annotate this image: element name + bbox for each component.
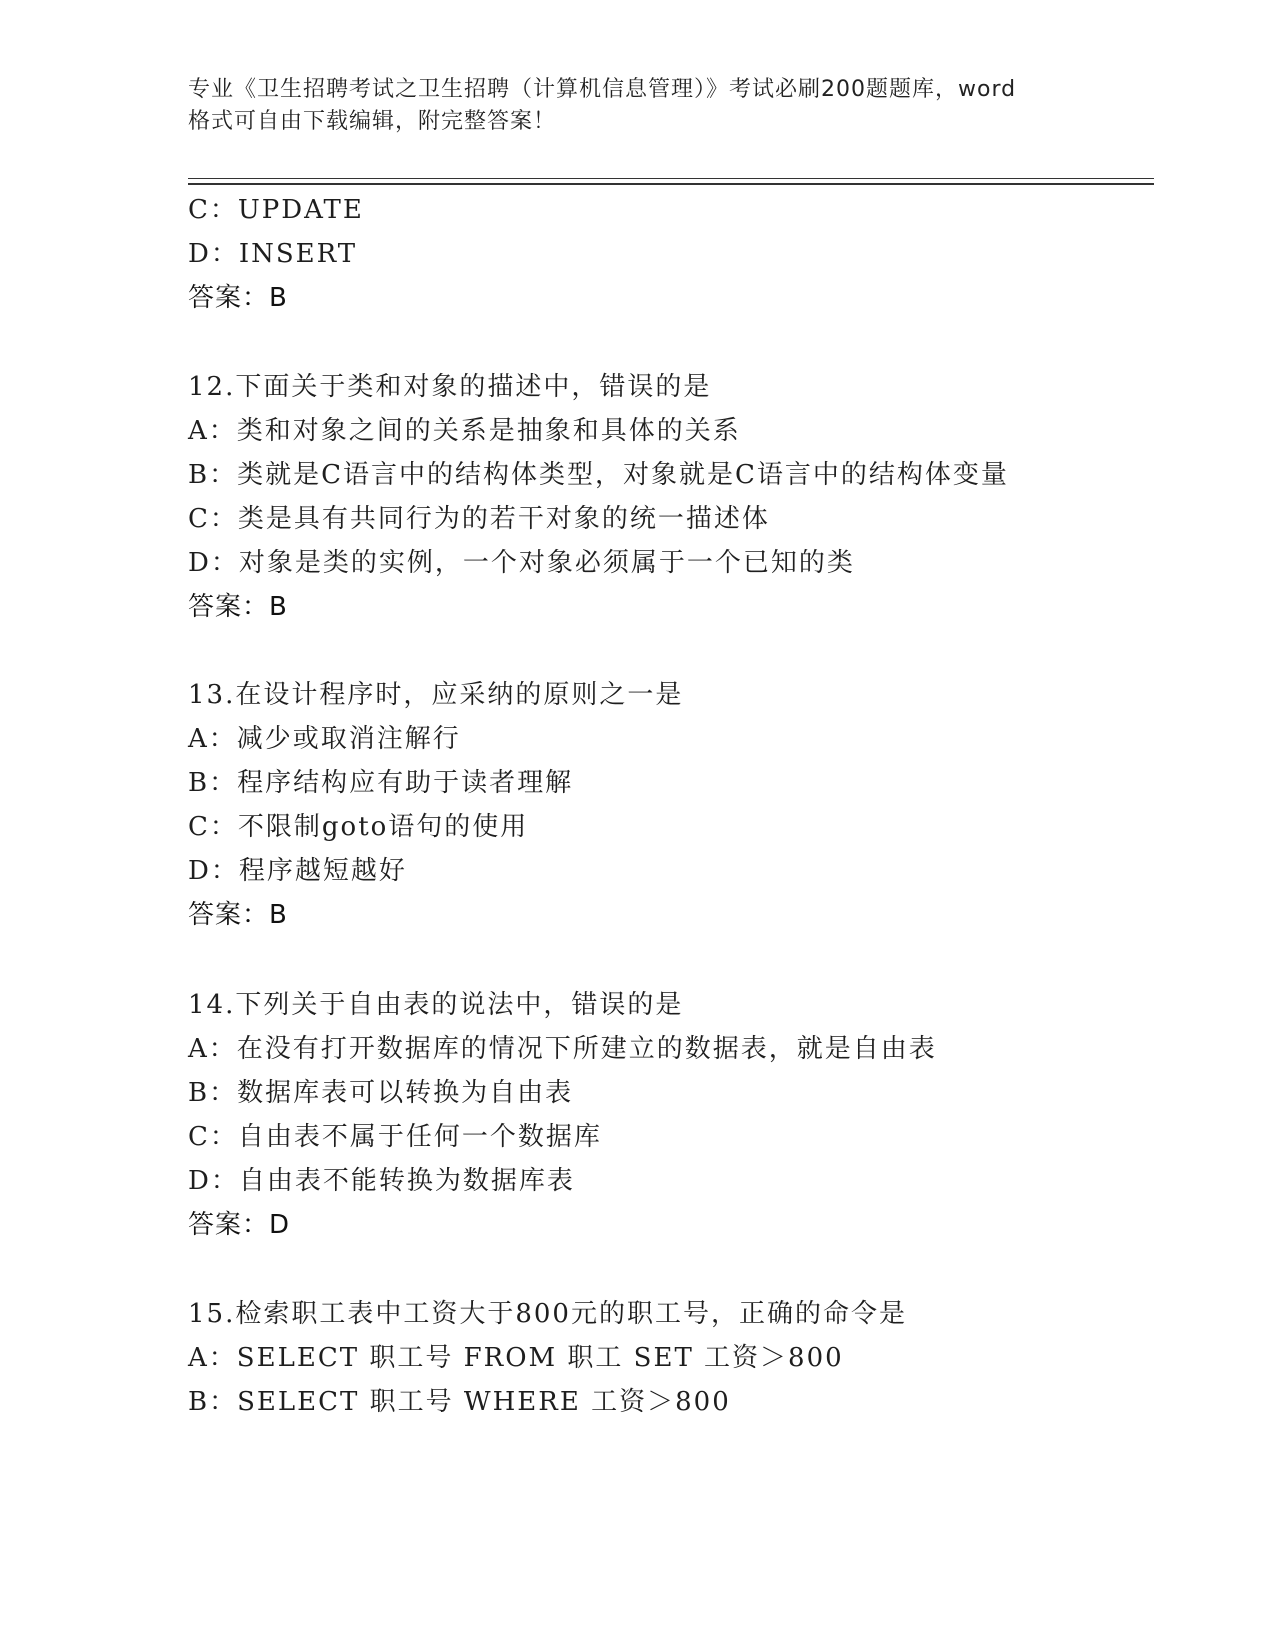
header-line-2: 格式可自由下载编辑，附完整答案！ [188, 109, 557, 134]
header-rule-thick [188, 183, 1154, 185]
q14-option-c: C：自由表不属于任何一个数据库 [188, 1122, 602, 1152]
q12-option-d: D：对象是类的实例，一个对象必须属于一个已知的类 [188, 548, 855, 578]
q14-option-d: D：自由表不能转换为数据库表 [188, 1166, 575, 1196]
q13-answer: 答案：B [188, 900, 288, 930]
q15-option-a: A：SELECT 职工号 FROM 职工 SET 工资＞800 [188, 1343, 844, 1373]
q13-question: 13.在设计程序时，应采纳的原则之一是 [188, 680, 684, 710]
q15-option-b: B：SELECT 职工号 WHERE 工资＞800 [188, 1387, 731, 1417]
q13-option-c: C：不限制goto语句的使用 [188, 812, 529, 842]
q11-answer: 答案：B [188, 283, 288, 313]
q13-option-a: A：减少或取消注解行 [188, 724, 461, 754]
q14-option-b: B：数据库表可以转换为自由表 [188, 1078, 574, 1108]
q14-question: 14.下列关于自由表的说法中，错误的是 [188, 990, 684, 1020]
q12-option-a: A：类和对象之间的关系是抽象和具体的关系 [188, 416, 741, 446]
q11-option-c: C：UPDATE [188, 195, 364, 225]
header-rule-thin [188, 178, 1154, 179]
q13-option-d: D：程序越短越好 [188, 856, 407, 886]
header-line-1: 专业《卫生招聘考试之卫生招聘（计算机信息管理）》考试必刷200题题库，word [188, 77, 1017, 102]
q12-option-c: C：类是具有共同行为的若干对象的统一描述体 [188, 504, 770, 534]
q12-answer: 答案：B [188, 592, 288, 622]
document-header [188, 74, 1088, 138]
q12-option-b: B：类就是C语言中的结构体类型，对象就是C语言中的结构体变量 [188, 460, 1009, 490]
q15-question: 15.检索职工表中工资大于800元的职工号，正确的命令是 [188, 1299, 907, 1329]
q11-option-d: D：INSERT [188, 239, 358, 269]
q13-option-b: B：程序结构应有助于读者理解 [188, 768, 574, 798]
q12-question: 12.下面关于类和对象的描述中，错误的是 [188, 372, 712, 402]
q14-answer: 答案：D [188, 1210, 291, 1240]
q14-option-a: A：在没有打开数据库的情况下所建立的数据表，就是自由表 [188, 1034, 937, 1064]
